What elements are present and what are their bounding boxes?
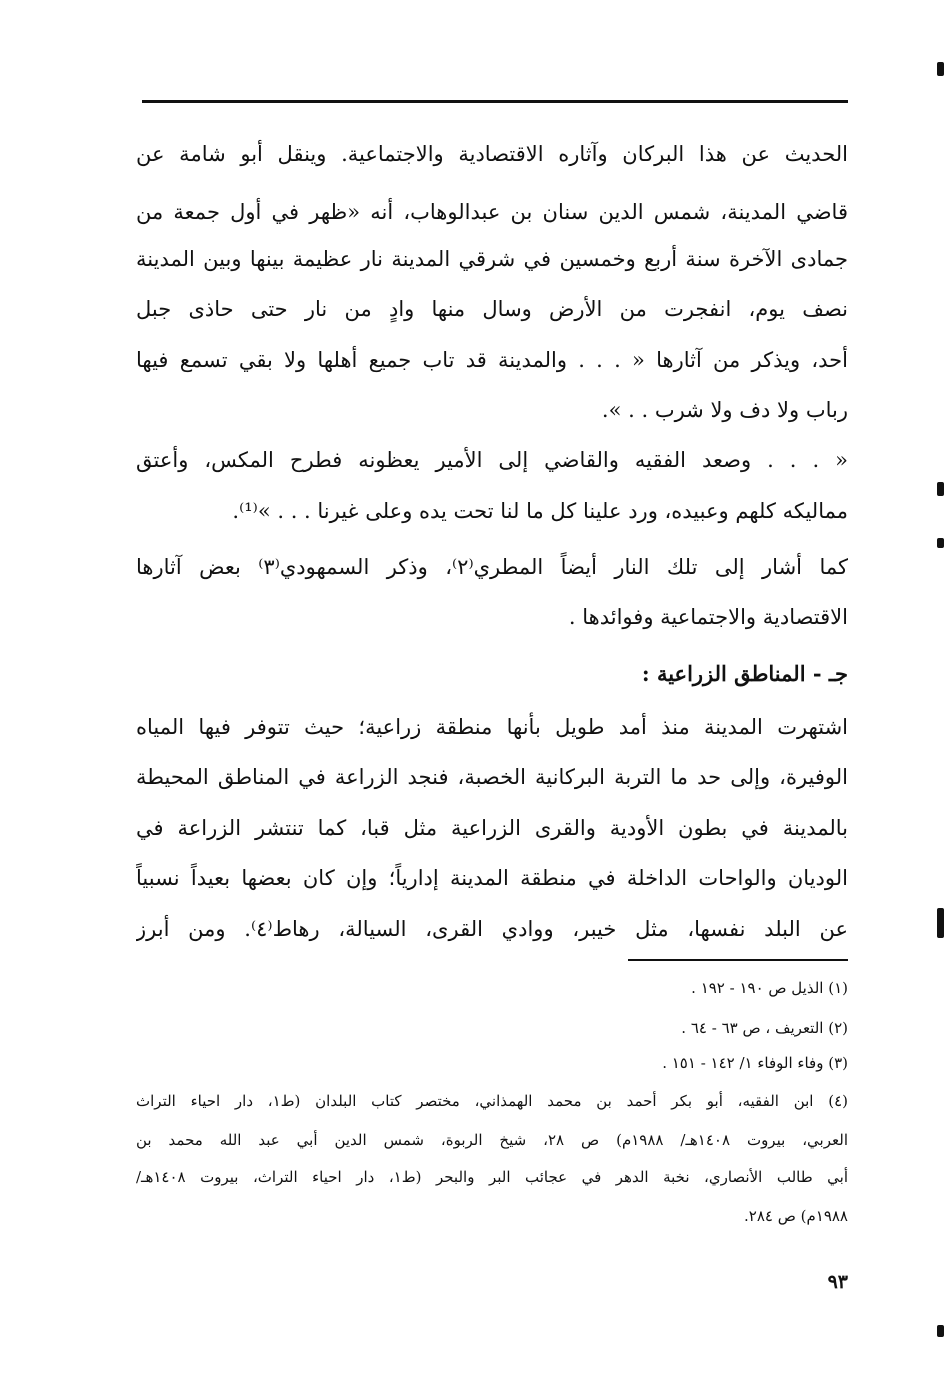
scan-edge-mark xyxy=(937,482,944,496)
body-line-5: أحد، ويذكر من آثارها « . . . والمدينة قد تاب جميع أهلها ولا بقي تسمع فيها xyxy=(136,348,848,372)
page-number: ٩٣ xyxy=(827,1271,848,1293)
quote-line-2: مماليكه كلهم وعبيده، ورد علينا كل ما لنا تحت يده وعلى غيرنا . . . »⁽¹⁾. xyxy=(232,499,848,523)
body-line-10: الوفيرة، وإلى حد ما التربة البركانية الخصبة، فنجد الزراعة في المناطق المحيطة xyxy=(136,765,848,789)
body-line-13: عن البلد نفسها، مثل خيبر، ووادي القرى، السيالة، رهاط⁽٤⁾. ومن أبرز xyxy=(136,917,848,941)
header-rule xyxy=(142,100,848,103)
body-line-8: الاقتصادية والاجتماعية وفوائدها . xyxy=(568,605,848,629)
footnote-4-line-1: (٤) ابن الفقيه، أبو بكر أحمد بن محمد الهمذاني، مختصر كتاب البلدان (ط١، دار احياء التراث xyxy=(136,1092,848,1110)
quote-line-1: « . . . وصعد الفقيه والقاضي إلى الأمير يعظونه فطرح المكس، وأعتق xyxy=(136,448,848,472)
footnote-3: (٣) وفاء الوفاء ١/ ١٤٢ - ١٥١ . xyxy=(662,1054,848,1072)
section-heading: جـ - المناطق الزراعية : xyxy=(641,661,848,686)
body-line-12: الوديان والواحات الداخلة في منطقة المدينة إدارياً؛ وإن كان بعضها بعيداً نسبياً xyxy=(136,866,848,890)
scan-edge-mark xyxy=(937,62,944,76)
footnote-4-line-4: ١٩٨٨م) ص ٢٨٤. xyxy=(744,1207,848,1225)
footnote-4-line-2: العربي، بيروت ١٤٠٨هـ/ ١٩٨٨م) ص ٢٨، شيخ الربوة، شمس الدين أبي عبد الله محمد بن xyxy=(136,1131,848,1149)
footnote-4-line-3: أبي طالب الأنصاري، نخبة الدهر في عجائب البر والبحر (ط١، دار احياء التراث، بيروت ١٤٠٨هـ/ xyxy=(136,1168,848,1186)
footnote-rule xyxy=(628,959,848,961)
body-line-9: اشتهرت المدينة منذ أمد طويل بأنها منطقة زراعية؛ حيث تتوفر فيها المياه xyxy=(136,715,848,739)
body-line-11: بالمدينة في بطون الأودية والقرى الزراعية مثل قبا، كما تنتشر الزراعة في xyxy=(136,816,848,840)
body-line-6: رباب ولا دف ولا شرب . . ». xyxy=(601,398,848,422)
footnote-2: (٢) التعريف ، ص ٦٣ - ٦٤ . xyxy=(681,1019,848,1037)
body-line-1: الحديث عن هذا البركان وآثاره الاقتصادية والاجتماعية. وينقل أبو شامة عن xyxy=(136,142,848,166)
scan-edge-mark xyxy=(937,908,944,938)
body-line-7: كما أشار إلى تلك النار أيضاً المطري⁽٢⁾، وذكر السمهودي⁽٣⁾ بعض آثارها xyxy=(136,555,848,579)
scan-edge-mark xyxy=(937,538,944,548)
body-line-2: قاضي المدينة، شمس الدين سنان بن عبدالوهاب، أنه «ظهر في أول جمعة من xyxy=(136,200,848,224)
footnote-1: (١) الذيل ص ١٩٠ - ١٩٢ . xyxy=(691,979,848,997)
body-line-4: نصف يوم، انفجرت من الأرض وسال منها وادٍ من نار حتى حاذى جبل xyxy=(136,297,848,321)
body-line-3: جمادى الآخرة سنة أربع وخمسين في شرقي المدينة نار عظيمة بينها وبين المدينة xyxy=(136,247,848,271)
scan-edge-mark xyxy=(937,1325,944,1337)
